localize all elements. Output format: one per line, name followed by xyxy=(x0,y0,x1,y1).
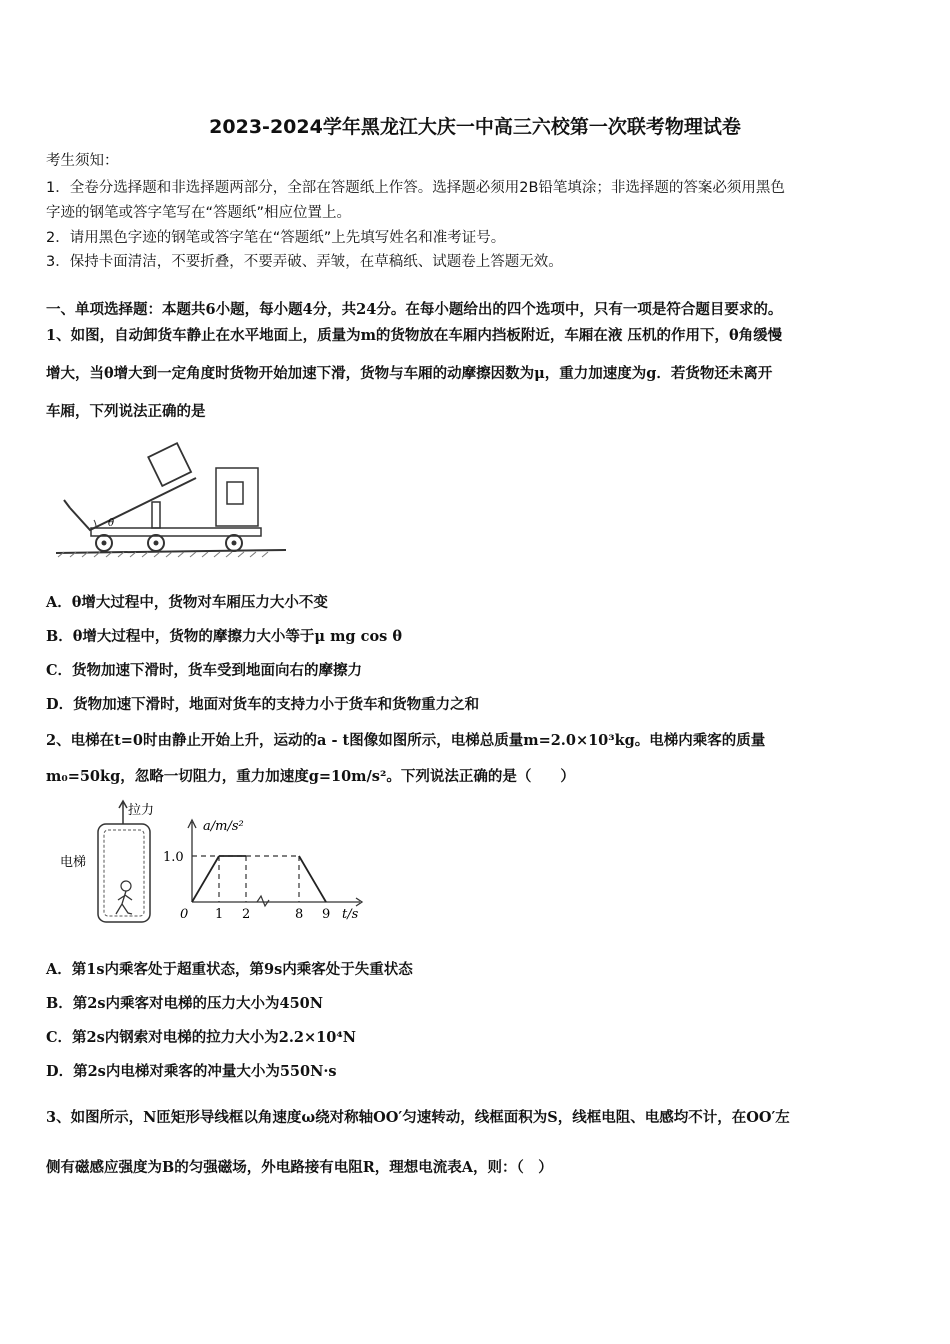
axis-break-icon xyxy=(257,896,269,906)
wheel-1-hub xyxy=(102,541,107,546)
q2-line-1: 2、电梯在t=0时由静止开始上升，运动的a - t图像如图所示，电梯总质量m=2.0×10³kg。电梯内乘客的质量 xyxy=(46,732,766,749)
truck-bed xyxy=(70,478,196,530)
series-segment xyxy=(299,856,326,902)
chart-marks xyxy=(163,850,330,922)
truck-cab xyxy=(216,468,258,526)
q2-option-a[interactable]: A．第1s内乘客处于超重状态，第9s内乘客处于失重状态 xyxy=(46,961,413,978)
elevator-inner xyxy=(104,830,144,916)
q3-line-1: 3、如图所示，N匝矩形导线框以角速度ω绕对称轴OO′匀速转动，线框面积为S，线框电阻、电感均不计，在OO′左 xyxy=(46,1109,790,1126)
x-axis-label: t/s xyxy=(342,907,359,922)
y-tick-label: 1.0 xyxy=(163,850,184,865)
x-tick-label: 9 xyxy=(322,907,331,922)
cab-window xyxy=(227,482,243,504)
q1-line-2: 增大，当θ增大到一定角度时货物开始加速下滑，货物与车厢的动摩擦因数为μ，重力加速度为g．若货物还未离开 xyxy=(46,365,773,382)
q3-line-2: 侧有磁感应强度为B的匀强磁场，外电路接有电阻R，理想电流表A，则：（ ） xyxy=(46,1159,553,1176)
cargo-box xyxy=(148,443,191,486)
q1-option-b[interactable]: B．θ增大过程中，货物的摩擦力大小等于μ mg cos θ xyxy=(46,628,402,645)
notice-item-3: 3．保持卡面清洁，不要折叠，不要弄破、弄皱，在草稿纸、试题卷上答题无效。 xyxy=(46,254,563,270)
tailgate xyxy=(64,500,70,508)
page-title: 2023-2024学年黑龙江大庆一中高三六校第一次联考物理试卷 xyxy=(209,116,741,138)
a-t-chart xyxy=(163,800,370,925)
hydraulic-cylinder xyxy=(152,502,160,528)
x-tick-label: 1 xyxy=(215,907,224,922)
q1-option-a[interactable]: A．θ增大过程中，货物对车厢压力大小不变 xyxy=(46,594,328,611)
q1-line-3: 车厢，下列说法正确的是 xyxy=(46,403,206,420)
wheel-2-hub xyxy=(154,541,159,546)
section-heading: 一、单项选择题：本题共6小题，每小题4分，共24分。在每小题给出的四个选项中，只有一项是符合题目要求的。 xyxy=(46,301,783,318)
y-axis-label: a/m/s² xyxy=(203,819,244,834)
notice-item-1a: 1．全卷分选择题和非选择题两部分，全部在答题纸上作答。选择题必须用2B铅笔填涂；非选择题的答案必须用黑色 xyxy=(46,180,785,196)
q1-option-c[interactable]: C．货物加速下滑时，货车受到地面向右的摩擦力 xyxy=(46,662,363,679)
dump-truck-figure xyxy=(56,430,286,570)
q2-option-b[interactable]: B．第2s内乘客对电梯的压力大小为450N xyxy=(46,995,324,1012)
q1-line-1: 1、如图，自动卸货车静止在水平地面上，质量为m的货物放在车厢内挡板附近，车厢在液 压机的作用下，θ角缓慢 xyxy=(46,327,783,344)
q1-option-d[interactable]: D．货物加速下滑时，地面对货车的支持力小于货车和货物重力之和 xyxy=(46,696,480,713)
force-label: 拉力 xyxy=(128,803,155,818)
q2-line-2: m₀=50kg，忽略一切阻力，重力加速度g=10m/s²。下列说法正确的是（ ） xyxy=(46,768,575,785)
passenger-head xyxy=(121,881,131,891)
notice-heading: 考生须知： xyxy=(46,153,119,169)
elevator-figure xyxy=(60,800,160,930)
x-tick-label: 2 xyxy=(242,907,251,922)
passenger-body xyxy=(116,891,132,914)
notice-item-1b: 字迹的钢笔或答字笔写在“答题纸”相应位置上。 xyxy=(46,205,352,221)
theta-label: θ xyxy=(108,518,115,529)
notice-item-2: 2．请用黑色字迹的钢笔或答字笔在“答题纸”上先填写姓名和准考证号。 xyxy=(46,230,506,246)
series-segment xyxy=(192,856,219,902)
x-tick-label: 0 xyxy=(180,907,189,922)
x-tick-label: 8 xyxy=(295,907,304,922)
q2-option-c[interactable]: C．第2s内钢索对电梯的拉力大小为2.2×10⁴N xyxy=(46,1029,356,1046)
wheel-3-hub xyxy=(232,541,237,546)
elevator-label: 电梯 xyxy=(60,855,87,870)
q2-option-d[interactable]: D．第2s内电梯对乘客的冲量大小为550N·s xyxy=(46,1063,337,1080)
